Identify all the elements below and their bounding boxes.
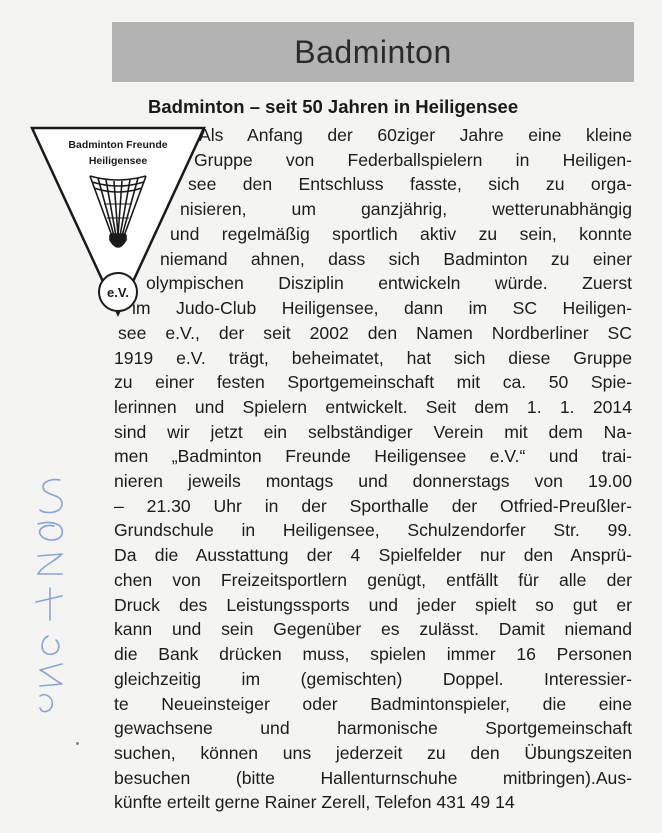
- article-line: Grundschule in Heiligensee, Schulzendorfer Str. 99.: [114, 520, 632, 540]
- article-line: chen von Freizeitsportlern genügt, entfällt für alle der: [114, 570, 632, 590]
- article-line: im Judo-Club Heiligensee, dann im SC Heiligen-: [132, 298, 632, 318]
- article-line: gewachsene und harmonische Sportgemeinschaft: [114, 718, 632, 738]
- article-line: 1919 e.V. trägt, beheimatet, hat sich diese Gruppe: [114, 348, 632, 368]
- article-line: die Bank drücken muss, spielen immer 16 Personen: [114, 644, 632, 664]
- article-line: und regelmäßig sportlich aktiv zu sein, konnte: [170, 224, 632, 244]
- article-line: nisieren, um ganzjährig, wetterunabhängig: [180, 199, 632, 219]
- section-title: Badminton: [294, 33, 452, 70]
- article-line: besuchen (bitte Hallenturnschuhe mitbringen).Aus-: [114, 768, 632, 788]
- logo-text-line2: Heiligensee: [88, 155, 148, 167]
- article-line: see e.V., der seit 2002 den Namen Nordberliner SC: [118, 323, 632, 343]
- article-line: zu einer festen Sportgemeinschaft mit ca. 50 Spie-: [114, 372, 632, 392]
- article-line: Gruppe von Federballspielern in Heiligen-: [194, 150, 632, 170]
- article-line: niemand ahnen, dass sich Badminton zu einer: [160, 249, 632, 269]
- article-line: Druck des Leistungssports und jeder spielt so gut er: [114, 595, 632, 615]
- article-line: olympischen Disziplin entwickeln würde. Zuerst: [146, 273, 632, 293]
- article-line: men „Badminton Freunde Heiligensee e.V.“ und trai-: [114, 446, 632, 466]
- article-line: te Neueinsteiger oder Badmintonspieler, die eine: [114, 694, 632, 714]
- logo-text-line1: Badminton Freunde: [68, 139, 168, 151]
- article-line: see den Entschluss fasste, sich zu orga-: [188, 174, 632, 194]
- ev-badge-label: e.V.: [107, 285, 129, 300]
- article-headline: Badminton – seit 50 Jahren in Heiligensee: [148, 96, 519, 117]
- article-line: lerinnen und Spielern entwickelt. Seit dem 1. 1. 2014: [114, 397, 632, 417]
- handwritten-date-text: März 2014: [18, 718, 23, 719]
- article-line: – 21.30 Uhr in der Sporthalle der Otfried-Preußler-: [114, 496, 632, 516]
- article-line: künfte erteilt gerne Rainer Zerell, Telefon 431 49 14: [114, 792, 515, 812]
- ink-speck: [76, 742, 79, 745]
- article-line: gleichzeitig im (gemischten) Doppel. Interessier-: [114, 669, 632, 689]
- article-line: suchen, können uns jederzeit zu den Übungszeiten: [114, 743, 632, 763]
- article-line: sind wir jetzt ein selbständiger Verein mit dem Na-: [114, 422, 632, 442]
- section-header: [112, 22, 634, 82]
- article-line: kann und sein Gegenüber es zulässt. Damit niemand: [114, 619, 632, 639]
- article-line: nieren jeweils montags und donnerstags von 19.00: [114, 471, 632, 491]
- handwritten-date-note: [18, 470, 78, 720]
- article-line: Als Anfang der 60ziger Jahre eine kleine: [199, 125, 632, 145]
- article-line: Da die Ausstattung der 4 Spielfelder nur den Ansprü-: [114, 545, 632, 565]
